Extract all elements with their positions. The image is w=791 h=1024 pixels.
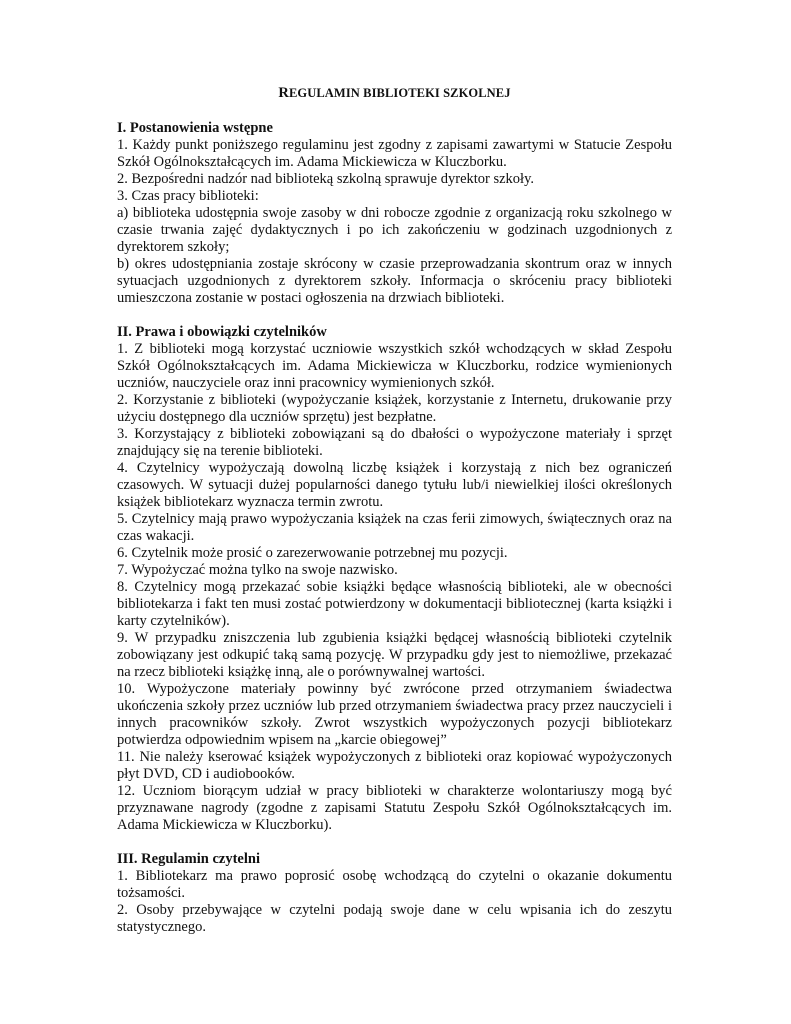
paragraph: b) okres udostępniania zostaje skrócony w czasie przeprowadzania skontrum oraz w innych sytuacjach uzgodnionych z dyrektorem szkoły. Informacja o skróceniu pracy biblioteki umieszczona zostanie w postaci ogłoszenia na drzwiach biblioteki. [117, 256, 672, 306]
paragraph: 1. Z biblioteki mogą korzystać uczniowie wszystkich szkół wchodzących w skład Zespołu Szkół Ogólnokształcących im. Adama Mickiewicza w Kluczborku, rodzice wymienionych uczniów, nauczyciele oraz inni pracownicy wymienionych szkół. [117, 341, 672, 391]
section-heading: III. Regulamin czytelni [117, 851, 260, 867]
paragraph: 2. Osoby przebywające w czytelni podają swoje dane w celu wpisania ich do zeszytu statystycznego. [117, 902, 672, 935]
document-title-rest: EGULAMIN BIBLIOTEKI SZKOLNEJ [288, 86, 511, 100]
section-regulamin-czytelni [117, 851, 672, 936]
paragraph: 8. Czytelnicy mogą przekazać sobie książki będące własnością biblioteki, ale w obecności bibliotekarza i fakt ten musi zostać potwierdzony w dokumentacji bibliotecznej (karta książki i karty czytelników). [117, 579, 672, 629]
section-heading: II. Prawa i obowiązki czytelników [117, 324, 327, 340]
paragraph: 5. Czytelnicy mają prawo wypożyczania książek na czas ferii zimowych, świątecznych oraz na czas wakacji. [117, 511, 672, 544]
paragraph: a) biblioteka udostępnia swoje zasoby w dni robocze zgodnie z organizacją roku szkolnego w czasie trwania zajęć dydaktycznych i po ich zakończeniu w godzinach uzgodnionych z dyrektorem szkoły; [117, 205, 672, 255]
section-heading: I. Postanowienia wstępne [117, 120, 273, 136]
paragraph: 7. Wypożyczać można tylko na swoje nazwisko. [117, 562, 398, 578]
paragraph: 2. Korzystanie z biblioteki (wypożyczanie książek, korzystanie z Internetu, drukowanie przy użyciu dostępnego dla uczniów sprzętu) jest bezpłatne. [117, 392, 672, 425]
paragraph: 1. Bibliotekarz ma prawo poprosić osobę wchodzącą do czytelni o okazanie dokumentu tożsamości. [117, 868, 672, 901]
paragraph: 12. Uczniom biorącym udział w pracy biblioteki w charakterze wolontariuszy mogą być przyznawane nagrody (zgodne z zapisami Statutu Zespołu Szkół Ogólnokształcących im. Adama Mickiewicza w Kluczborku). [117, 783, 672, 833]
document-page [117, 84, 672, 953]
paragraph: 4. Czytelnicy wypożyczają dowolną liczbę książek i korzystają z nich bez ograniczeń czasowych. W sytuacji dużej popularności danego tytułu lub/i niewielkiej ilości określonych książek bibliotekarz wyznacza termin zwrotu. [117, 460, 672, 510]
section-postanowienia-wstepne [117, 120, 672, 307]
paragraph: 3. Korzystający z biblioteki zobowiązani są do dbałości o wypożyczone materiały i sprzęt znajdujący się na terenie biblioteki. [117, 426, 672, 459]
section-prawa-i-obowiazki [117, 324, 672, 834]
paragraph: 11. Nie należy kserować książek wypożyczonych z biblioteki oraz kopiować wypożyczonych płyt DVD, CD i audiobooków. [117, 749, 672, 782]
paragraph: 6. Czytelnik może prosić o zarezerwowanie potrzebnej mu pozycji. [117, 545, 508, 561]
paragraph: 9. W przypadku zniszczenia lub zgubienia książki będącej własnością biblioteki czytelnik zobowiązany jest odkupić taką samą pozycję. W przypadku gdy jest to niemożliwe, przekazać na rzecz biblioteki książkę inną, ale o porównywalnej wartości. [117, 630, 672, 680]
paragraph: 10. Wypożyczone materiały powinny być zwrócone przed otrzymaniem świadectwa ukończenia szkoły przez uczniów lub przed otrzymaniem świadectwa pracy przez nauczycieli i innych pracowników szkoły. Zwrot wszystkich wypożyczonych pozycji bibliotekarz potwierdza odpowiednim wpisem na „karcie obiegowej” [117, 681, 672, 748]
paragraph: 3. Czas pracy biblioteki: [117, 188, 259, 204]
document-title [117, 84, 672, 102]
document-title-initial: R [278, 85, 289, 101]
paragraph: 2. Bezpośredni nadzór nad biblioteką szkolną sprawuje dyrektor szkoły. [117, 171, 535, 187]
paragraph: 1. Każdy punkt poniższego regulaminu jest zgodny z zapisami zawartymi w Statucie Zespołu Szkół Ogólnokształcących im. Adama Mickiewicza w Kluczborku. [117, 137, 672, 170]
